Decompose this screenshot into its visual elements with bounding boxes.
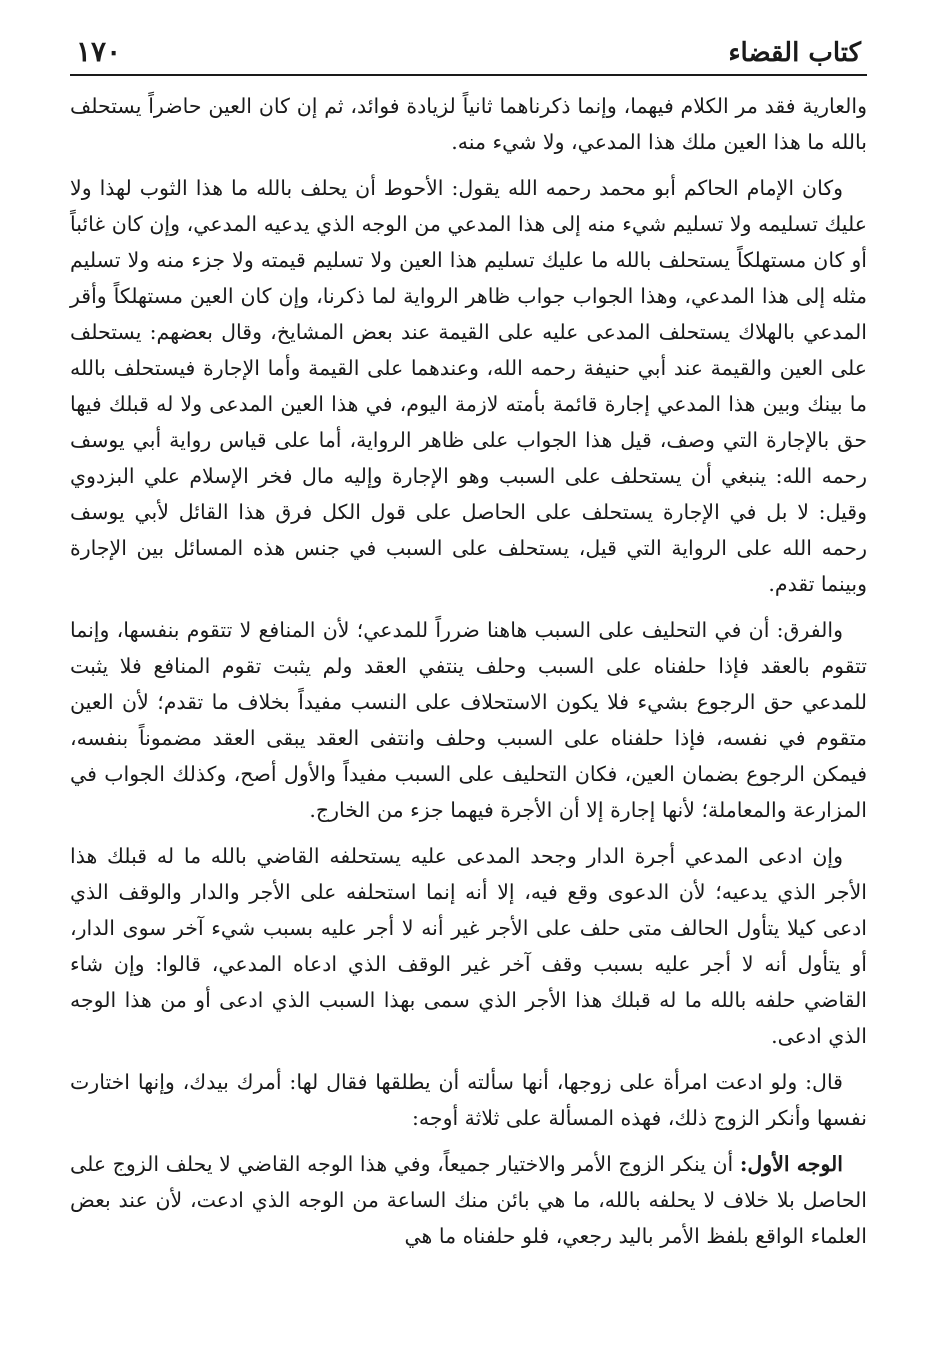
paragraph-first-aspect <box>70 1146 867 1254</box>
book-title: كتاب القضاء <box>728 38 861 68</box>
first-aspect-label: الوجه الأول: <box>739 1152 843 1176</box>
page-header <box>70 28 867 76</box>
paragraph: قال: ولو ادعت امرأة على زوجها، أنها سألته أن يطلقها فقال لها: أمرك بيدك، وإنها اختارت نفسها وأنكر الزوج ذلك، فهذه المسألة على ثلاثة أوجه: <box>70 1070 867 1130</box>
body-text <box>70 88 867 1264</box>
first-aspect-text: أن ينكر الزوج الأمر والاختيار جميعاً، وفي هذا الوجه القاضي لا يحلف الزوج على الحاصل بلا خلاف لا يحلفه بالله، ما هي بائن منك الساعة من الوجه الذي ادعت، لأن عند بعض العلماء الواقع بلفظ الأمر باليد رجعي، فلو حلفناه ما هي <box>70 1152 867 1248</box>
paragraph: والفرق: أن في التحليف على السبب هاهنا ضرراً للمدعي؛ لأن المنافع لا تتقوم بنفسها، وإنما تتقوم بالعقد فإذا حلفناه على السبب وحلف ينتفي العقد ولم يثبت تقوم المنافع فلا يثبت للمدعي حق الرجوع بشيء فلا يكون الاستحلاف على النسب مفيداً بخلاف ما تقدم؛ لأن العين متقوم في نفسه، فإذا حلفناه على السبب وحلف وانتفى العقد يبقى العقد مضموناً بنفسه، فيمكن الرجوع بضمان العين، فكان التحليف على السبب مفيداً والأول أصح، وكذلك الجواب في المزارعة والمعاملة؛ لأنها إجارة إلا أن الأجرة فيهما جزء من الخارج. <box>70 618 867 822</box>
page-number: ١٧٠ <box>76 35 122 68</box>
paragraph: وكان الإمام الحاكم أبو محمد رحمه الله يقول: الأحوط أن يحلف بالله ما هذا الثوب لهذا ولا عليك تسليمه ولا تسليم شيء منه إلى هذا المدعي من الوجه الذي يدعيه المدعي، وإن كان غائباً أو كان مستهلكاً يستحلف بالله ما عليك تسليم هذا العين ولا تسليم قيمته ولا جزء منه ولا تسليم مثله إلى هذا المدعي، وهذا الجواب جواب ظاهر الرواية لما ذكرنا، وإن كان العين مستهلكاً وأقر المدعي بالهلاك يستحلف المدعى عليه على القيمة عند بعض المشايخ، وقال بعضهم: يستحلف على العين والقيمة عند أبي حنيفة رحمه الله، وعندهما على القيمة وأما الإجارة فيستحلف بالله ما بينك وبين هذا المدعي إجارة قائمة بأمته لازمة اليوم، في هذا العين المدعى ولا له قبلك فيها حق بالإجارة التي وصف، قيل هذا الجواب على ظاهر الرواية، أما على قياس رواية أبي يوسف رحمه الله: ينبغي أن يستحلف على السبب وهو الإجارة وإليه مال فخر الإسلام علي البزدوي وقيل: لا بل في الإجارة يستحلف على الحاصل على قول الكل فرق هذا القائل لأبي يوسف رحمه الله على الرواية التي قيل، يستحلف على السبب في جنس هذه المسائل بين الإجارة وبينما تقدم. <box>70 176 867 596</box>
paragraph: وإن ادعى المدعي أجرة الدار وجحد المدعى عليه يستحلفه القاضي بالله ما له قبلك هذا الأجر الذي يدعيه؛ لأن الدعوى وقع فيه، إلا أنه إنما استحلفه على الأجر والدار والوقف الذي ادعى كيلا يتأول الحالف متى حلف على الأجر غير أنه لا أجر عليه بسبب شيء آخر سوى الدار، أو يتأول أنه لا أجر عليه بسبب وقف آخر غير الوقف الذي ادعاه المدعي، قالوا: وإن شاء القاضي حلفه بالله ما له قبلك هذا الأجر الذي سمى بهذا السبب الذي ادعى أو من هذا الوجه الذي ادعى. <box>70 844 867 1048</box>
paragraph: والعارية فقد مر الكلام فيهما، وإنما ذكرناهما ثانياً لزيادة فوائد، ثم إن كان العين حاضراً يستحلف بالله ما هذا العين ملك هذا المدعي، ولا شيء منه. <box>70 94 867 154</box>
